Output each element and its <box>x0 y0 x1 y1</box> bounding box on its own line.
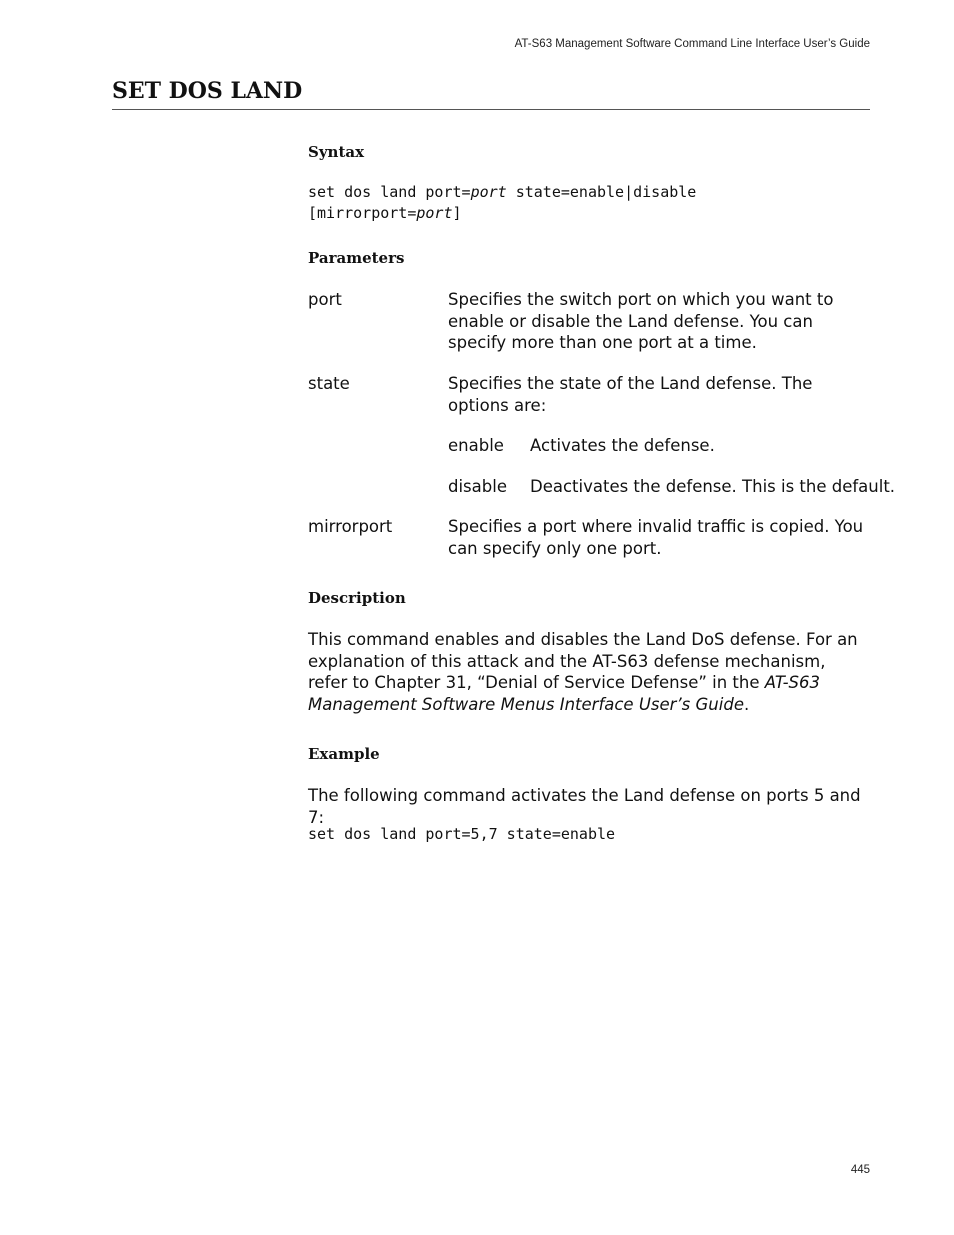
syntax-text: ] <box>452 204 462 222</box>
syntax-text: state=enable|disable <box>506 183 697 201</box>
option-desc-enable: Activates the defense. <box>530 436 715 455</box>
syntax-port-variable: port <box>416 204 453 222</box>
option-desc-disable: Deactivates the defense. This is the default. <box>530 477 896 496</box>
syntax-heading: Syntax <box>308 143 365 161</box>
description-paragraph <box>308 629 868 715</box>
page-number: 445 <box>850 1164 870 1176</box>
syntax-port-variable: port <box>470 183 507 201</box>
syntax-text: [mirrorport= <box>308 204 417 222</box>
example-command: set dos land port=5,7 state=enable <box>308 825 616 843</box>
referenced-guide-title: AT-S63 Management Software Menus Interface User’s Guide <box>308 673 820 714</box>
syntax-line-2 <box>308 203 462 224</box>
example-paragraph: The following command activates the Land defense on ports 5 and 7: <box>308 786 861 827</box>
option-name-disable: disable <box>448 477 507 496</box>
page-title: SET DOS LAND <box>112 78 303 104</box>
param-name-mirrorport: mirrorport <box>308 517 393 536</box>
parameters-heading: Parameters <box>308 249 405 267</box>
description-heading: Description <box>308 589 406 607</box>
syntax-text: set dos land port= <box>308 183 471 201</box>
option-name-enable: enable <box>448 436 504 455</box>
description-text: . <box>743 694 750 714</box>
param-desc-mirrorport: Specifies a port where invalid traffic is copied. You can specify only one port. <box>448 517 864 558</box>
title-rule <box>112 109 870 110</box>
param-name-state: state <box>308 374 350 393</box>
param-desc-state: Specifies the state of the Land defense. The options are: <box>448 374 813 415</box>
running-header: AT-S63 Management Software Command Line Interface User’s Guide <box>514 38 870 50</box>
example-heading: Example <box>308 745 380 763</box>
param-desc-port: Specifies the switch port on which you want to enable or disable the Land defense. You can specify more than one port at a time. <box>448 290 834 352</box>
syntax-line-1 <box>308 182 696 203</box>
param-name-port: port <box>308 290 342 309</box>
description-text: This command enables and disables the Land DoS defense. For an explanation of this attack and the AT-S63 defense mechanism, refer to Chapter 31, “Denial of Service Defense” in the <box>308 630 858 692</box>
